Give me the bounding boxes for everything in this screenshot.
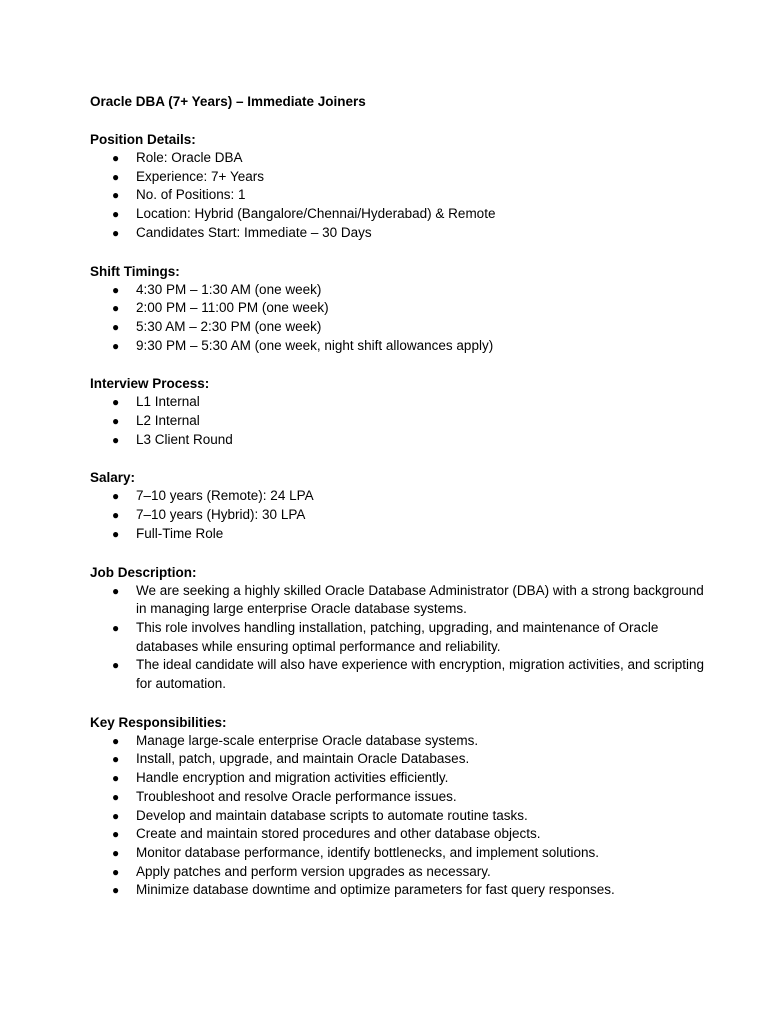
list-item-text: The ideal candidate will also have experience with encryption, migration activities, and scripting for automation. bbox=[136, 657, 705, 692]
bullet-icon: ● bbox=[112, 301, 120, 316]
list-item bbox=[90, 769, 708, 788]
list-item bbox=[90, 299, 708, 318]
bullet-icon: ● bbox=[112, 808, 120, 823]
list-item-text: Candidates Start: Immediate – 30 Days bbox=[136, 224, 372, 240]
list-item bbox=[90, 506, 708, 525]
list-item bbox=[90, 619, 708, 656]
bullet-icon: ● bbox=[112, 432, 120, 447]
bullet-list bbox=[90, 582, 708, 694]
list-item bbox=[90, 186, 708, 205]
list-item bbox=[90, 431, 708, 450]
bullet-list bbox=[90, 732, 708, 900]
section-heading: Interview Process: bbox=[90, 376, 210, 392]
bullet-icon: ● bbox=[112, 188, 120, 203]
list-item bbox=[90, 412, 708, 431]
list-item-text: Minimize database downtime and optimize parameters for fast query responses. bbox=[136, 882, 615, 898]
bullet-icon: ● bbox=[112, 771, 120, 786]
list-item bbox=[90, 788, 708, 807]
list-item bbox=[90, 656, 708, 693]
list-item bbox=[90, 582, 708, 619]
list-item bbox=[90, 281, 708, 300]
bullet-icon: ● bbox=[112, 583, 120, 598]
bullet-icon: ● bbox=[112, 414, 120, 429]
list-item-text: L2 Internal bbox=[136, 413, 200, 429]
bullet-list bbox=[90, 281, 708, 356]
list-item-text: We are seeking a highly skilled Oracle Database Administrator (DBA) with a strong background in managing large enterprise Oracle database systems. bbox=[136, 582, 704, 617]
bullet-icon: ● bbox=[112, 658, 120, 673]
list-item bbox=[90, 881, 708, 900]
bullet-icon: ● bbox=[112, 526, 120, 541]
list-item-text: 4:30 PM – 1:30 AM (one week) bbox=[136, 281, 322, 297]
section-heading: Position Details: bbox=[90, 132, 196, 147]
list-item-text: No. of Positions: 1 bbox=[136, 187, 246, 203]
bullet-icon: ● bbox=[112, 864, 120, 879]
list-item bbox=[90, 825, 708, 844]
section-heading: Job Description: bbox=[90, 564, 197, 580]
bullet-icon: ● bbox=[112, 733, 120, 748]
list-item-text: 2:00 PM – 11:00 PM (one week) bbox=[136, 300, 329, 316]
list-item-text: Experience: 7+ Years bbox=[136, 168, 264, 184]
list-item bbox=[90, 337, 708, 356]
section-heading: Key Responsibilities: bbox=[90, 714, 227, 730]
list-item-text: Manage large-scale enterprise Oracle database systems. bbox=[136, 732, 479, 748]
bullet-icon: ● bbox=[112, 151, 120, 165]
list-item-text: This role involves handling installation, patching, upgrading, and maintenance of Oracle databases while ensuring optimal performance and reliability. bbox=[136, 619, 659, 654]
section-heading: Salary: bbox=[90, 470, 136, 486]
bullet-icon: ● bbox=[112, 845, 120, 860]
list-item-text: Full-Time Role bbox=[136, 525, 224, 541]
list-item bbox=[90, 844, 708, 863]
section-interview-process bbox=[90, 374, 708, 449]
list-item-text: 7–10 years (Hybrid): 30 LPA bbox=[136, 507, 306, 523]
list-item-text: Handle encryption and migration activities efficiently. bbox=[136, 770, 449, 786]
list-item bbox=[90, 318, 708, 337]
list-item-text: L3 Client Round bbox=[136, 431, 233, 447]
list-item-text: L1 Internal bbox=[136, 394, 200, 410]
bullet-icon: ● bbox=[112, 489, 120, 504]
bullet-icon: ● bbox=[112, 395, 120, 410]
bullet-icon: ● bbox=[112, 282, 120, 297]
list-item bbox=[90, 807, 708, 826]
list-item-text: Install, patch, upgrade, and maintain Oracle Databases. bbox=[136, 751, 470, 767]
list-item-text: Location: Hybrid (Bangalore/Chennai/Hyderabad) & Remote bbox=[136, 206, 496, 222]
bullet-icon: ● bbox=[112, 225, 120, 240]
bullet-list bbox=[90, 393, 708, 449]
list-item-text: Monitor database performance, identify bottlenecks, and implement solutions. bbox=[136, 844, 600, 860]
bullet-icon: ● bbox=[112, 883, 120, 898]
section-salary bbox=[90, 468, 708, 543]
bullet-list bbox=[90, 487, 708, 543]
list-item bbox=[90, 732, 708, 751]
list-item-text: 7–10 years (Remote): 24 LPA bbox=[136, 488, 314, 504]
list-item bbox=[90, 149, 708, 168]
list-item bbox=[90, 393, 708, 412]
list-item bbox=[90, 750, 708, 769]
document-title: Oracle DBA (7+ Years) – Immediate Joiners bbox=[90, 94, 366, 109]
section-job-description bbox=[90, 563, 708, 694]
list-item-text: Role: Oracle DBA bbox=[136, 150, 243, 165]
bullet-icon: ● bbox=[112, 752, 120, 767]
list-item-text: Develop and maintain database scripts to automate routine tasks. bbox=[136, 807, 528, 823]
bullet-list bbox=[90, 149, 708, 243]
list-item bbox=[90, 525, 708, 544]
list-item bbox=[90, 487, 708, 506]
list-item-text: Apply patches and perform version upgrades as necessary. bbox=[136, 863, 491, 879]
section-shift-timings bbox=[90, 262, 708, 356]
list-item-text: Create and maintain stored procedures and other database objects. bbox=[136, 826, 541, 842]
list-item bbox=[90, 205, 708, 224]
list-item bbox=[90, 863, 708, 882]
list-item-text: 5:30 AM – 2:30 PM (one week) bbox=[136, 318, 322, 334]
bullet-icon: ● bbox=[112, 338, 120, 353]
bullet-icon: ● bbox=[112, 789, 120, 804]
section-heading: Shift Timings: bbox=[90, 263, 180, 279]
bullet-icon: ● bbox=[112, 620, 120, 635]
bullet-icon: ● bbox=[112, 319, 120, 334]
section-key-responsibilities bbox=[90, 713, 708, 900]
list-item bbox=[90, 224, 708, 243]
list-item-text: 9:30 PM – 5:30 AM (one week, night shift allowances apply) bbox=[136, 337, 494, 353]
document-sections bbox=[90, 130, 708, 900]
bullet-icon: ● bbox=[112, 827, 120, 842]
section-position-details bbox=[90, 130, 708, 243]
list-item bbox=[90, 168, 708, 187]
bullet-icon: ● bbox=[112, 508, 120, 523]
bullet-icon: ● bbox=[112, 169, 120, 184]
bullet-icon: ● bbox=[112, 207, 120, 222]
list-item-text: Troubleshoot and resolve Oracle performance issues. bbox=[136, 788, 457, 804]
